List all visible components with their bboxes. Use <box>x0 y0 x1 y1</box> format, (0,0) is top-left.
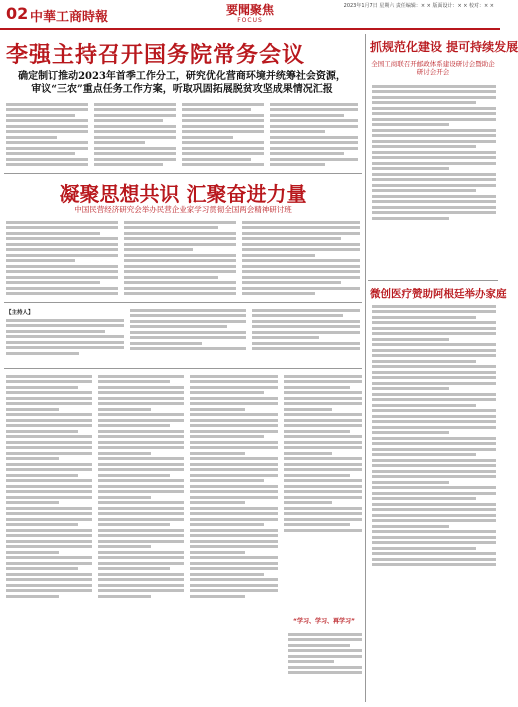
feature-body-col-4 <box>284 372 362 612</box>
section-divider-3 <box>4 368 362 369</box>
lead-subtitle-line-1: 确定制订推动2023年首季工作分工，研究优化营商环境并统筹社会资源， <box>18 71 346 82</box>
feature-inset-body <box>288 630 362 702</box>
feature-article-title: 凝聚思想共识 汇聚奋进力量 <box>59 182 307 206</box>
section-en: FOCUS <box>237 17 263 24</box>
section-box <box>222 3 278 25</box>
page-number: 02 <box>6 4 29 23</box>
section-divider-1 <box>4 173 362 174</box>
feature-lead-col-1 <box>6 306 124 364</box>
lead-article-body-col-2 <box>94 100 176 170</box>
lead-article-body-col-4 <box>270 100 358 170</box>
lead-subtitle-line-2: 审议“三农”重点任务工作方案，听取巩固拓展脱贫攻坚成果情况汇报 <box>31 84 333 95</box>
lead-article-body-col-3 <box>182 100 264 170</box>
side-article-body <box>372 82 496 277</box>
side-article-2-body <box>372 302 496 702</box>
feature-inset-title: “学习、学习、再学习” <box>293 618 355 625</box>
lead-article-title: 李强主持召开国务院常务会议 <box>6 42 306 68</box>
section-divider-2 <box>4 302 362 303</box>
feature-intro-col-3 <box>242 218 360 298</box>
side-article-title: 抓规范化建设 提可持续发展 <box>370 40 518 54</box>
header-info: 2023年1月7日 星期六 责任编辑：× × 版面设计：× × 校对：× × <box>343 3 494 9</box>
feature-body-col-1 <box>6 372 92 702</box>
feature-body-col-3 <box>190 372 278 702</box>
lead-article-body-col-1 <box>6 100 88 170</box>
side-article-subtitle: 全国工商联召开邮政体系建设研讨会暨助企研讨会开会 <box>371 60 495 76</box>
masthead <box>0 0 500 30</box>
paper-name: 中華工商時報 <box>30 10 109 25</box>
section-name: 要聞聚焦 <box>225 3 274 17</box>
column-divider-main <box>365 34 366 702</box>
feature-intro-col-1 <box>6 218 118 298</box>
feature-lead-col-2 <box>130 306 246 364</box>
feature-intro-col-2 <box>124 218 236 298</box>
side-article-2-title: 微创医疗赞助阿根廷举办家庭 <box>370 288 507 300</box>
feature-section-label: 【主持人】 <box>6 310 34 316</box>
feature-body-col-2 <box>98 372 184 702</box>
feature-article-subtitle: 中国民营经济研究会举办民营企业家学习贯彻全国两会精神研讨班 <box>74 205 292 214</box>
feature-lead-col-3 <box>252 306 360 364</box>
side-divider <box>368 280 498 281</box>
lead-article-subtitle <box>16 70 348 96</box>
